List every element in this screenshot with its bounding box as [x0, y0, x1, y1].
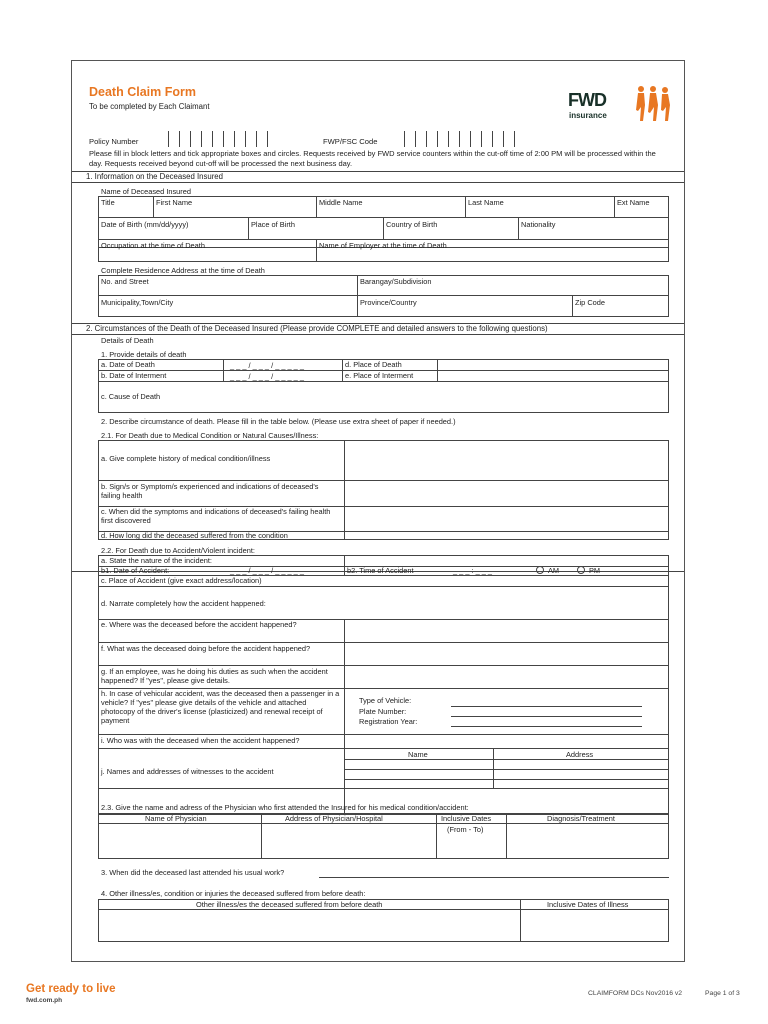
form-subtitle: To be completed by Each Claimant — [89, 102, 210, 111]
municipality-field[interactable]: Municipality,Town/City — [101, 298, 174, 307]
accident-vehicle-label: h. In case of vehicular accident, was the deceased then a passenger in a vehicle? If "yes" please give details of the vehicle and attached photocopy of the driver's license (plasticized) and renewal receipt of payment — [101, 689, 340, 725]
am-label: AM — [548, 566, 560, 575]
fwd-logo — [568, 85, 672, 125]
q4-label: 4. Other illness/es, condition or injuries the deceased suffered from before death: — [101, 889, 366, 898]
date-of-death-label: a. Date of Death — [101, 360, 155, 369]
pm-radio[interactable] — [577, 566, 585, 574]
employer-field[interactable]: Name of Employer at the time of Death — [319, 241, 447, 250]
ext-name-field[interactable]: Ext Name — [617, 198, 650, 207]
physician-name-header: Name of Physician — [145, 814, 207, 823]
physician-address-header: Address of Physician/Hospital — [285, 814, 383, 823]
accident-before-where-label: e. Where was the deceased before the accident happened? — [101, 620, 297, 629]
section2-header: 2. Circumstances of the Death of the Deceased Insured (Please provide COMPLETE and detailed answers to the following questions) — [72, 323, 684, 335]
logo-sub: insurance — [569, 111, 607, 120]
physician-diagnosis-header: Diagnosis/Treatment — [547, 814, 615, 823]
plate-number-label: Plate Number: — [359, 707, 407, 716]
name-heading: Name of Deceased Insured — [101, 187, 191, 196]
witness-address-header: Address — [566, 750, 594, 759]
pob-field[interactable]: Place of Birth — [251, 220, 295, 229]
details-heading: Details of Death — [101, 336, 154, 345]
barangay-field[interactable]: Barangay/Subdivision — [360, 277, 432, 286]
q22-label: 2.2. For Death due to Accident/Violent incident: — [101, 546, 255, 555]
logo-text: FWD — [568, 90, 606, 110]
date-of-interment-input[interactable]: _ _ _ / _ _ _ / _ _ _ _ _ — [230, 372, 304, 381]
dob-field[interactable]: Date of Birth (mm/dd/yyyy) — [101, 220, 189, 229]
place-of-interment-label: e. Place of Interment — [345, 371, 414, 380]
accident-companion-label: i. Who was with the deceased when the accident happened? — [101, 736, 300, 745]
first-name-field[interactable]: First Name — [156, 198, 193, 207]
q3-label: 3. When did the deceased last attended his usual work? — [101, 868, 285, 877]
q23-label: 2.3. Give the name and adress of the Physician who first attended the Insured for his medical condition/accident: — [101, 803, 469, 812]
form-code: CLAIMFORM DCs Nov2016 v2 — [588, 990, 683, 997]
last-work-line[interactable] — [319, 877, 669, 878]
medical-history-label: a. Give complete history of medical condition/illness — [101, 454, 271, 463]
symptoms-discovered-label: c. When did the symptoms and indications of deceased's failing health first discovered — [101, 507, 331, 525]
accident-nature-label: a. State the nature of the incident: — [101, 556, 212, 565]
witnesses-label: j. Names and addresses of witnesses to the accident — [101, 767, 274, 776]
middle-name-field[interactable]: Middle Name — [319, 198, 363, 207]
policy-number-label: Policy Number — [89, 137, 139, 146]
q2-label: 2. Describe circumstance of death. Please fill in the table below. (Please use extra sheet of paper if needed.) — [101, 417, 456, 426]
accident-date-label: b1. Date of Accident: — [101, 566, 170, 575]
province-field[interactable]: Province/Country — [360, 298, 417, 307]
date-of-interment-label: b. Date of Interment — [101, 371, 167, 380]
accident-place-label: c. Place of Accident (give exact address/location) — [101, 576, 262, 585]
accident-narrative-label: d. Narrate completely how the accident happened: — [101, 599, 266, 608]
symptoms-label: b. Sign/s or Symptom/s experienced and indications of deceased's failing health — [101, 482, 319, 500]
registration-year-label: Registration Year: — [359, 717, 418, 726]
accident-time-input[interactable]: _ _ _ : _ _ _ — [453, 566, 493, 575]
cause-of-death-label: c. Cause of Death — [101, 392, 161, 401]
vehicle-type-line[interactable] — [451, 706, 642, 707]
accident-before-doing-label: f. What was the deceased doing before the accident happened? — [101, 644, 311, 653]
form-title: Death Claim Form — [89, 85, 196, 99]
last-name-field[interactable]: Last Name — [468, 198, 504, 207]
zip-field[interactable]: Zip Code — [575, 298, 605, 307]
tagline: Get ready to live — [26, 983, 116, 995]
place-of-death-label: d. Place of Death — [345, 360, 402, 369]
pm-label: PM — [589, 566, 601, 575]
cob-field[interactable]: Country of Birth — [386, 220, 438, 229]
accident-employee-label: g. If an employee, was he doing his duties as such when the accident happened? If "yes", please give details. — [101, 667, 328, 685]
q1-label: 1. Provide details of death — [101, 350, 187, 359]
illness-col2-header: Inclusive Dates of Illness — [547, 900, 629, 909]
address-heading: Complete Residence Address at the time of Death — [101, 266, 265, 275]
fsc-code-boxes[interactable] — [404, 131, 515, 148]
title-field[interactable]: Title — [101, 198, 115, 207]
q21-label: 2.1. For Death due to Medical Condition or Natural Causes/Illness: — [101, 431, 319, 440]
policy-number-boxes[interactable] — [168, 131, 268, 148]
nationality-field[interactable]: Nationality — [521, 220, 556, 229]
occupation-field[interactable]: Occupation at the time of Death — [101, 241, 205, 250]
physician-dates-sub: (From - To) — [447, 825, 484, 834]
form-page — [71, 60, 685, 962]
street-field[interactable]: No. and Street — [101, 277, 149, 286]
runners-icon — [632, 85, 672, 123]
am-radio[interactable] — [536, 566, 544, 574]
date-of-death-input[interactable]: _ _ _ / _ _ _ / _ _ _ _ _ — [230, 361, 304, 370]
accident-time-label: b2. Time of Accident — [347, 566, 414, 575]
registration-year-line[interactable] — [451, 726, 642, 727]
illness-col1-header: Other illness/es the deceased suffered from before death — [196, 900, 383, 909]
duration-label: d. How long did the deceased suffered from the condition — [101, 531, 288, 540]
accident-date-input[interactable]: _ _ _ / _ _ _ / _ _ _ _ _ — [230, 566, 304, 575]
footer-url[interactable]: fwd.com.ph — [26, 997, 63, 1004]
section1-header: 1. Information on the Deceased Insured — [72, 171, 684, 183]
plate-number-line[interactable] — [451, 716, 642, 717]
vehicle-type-label: Type of Vehicle: — [359, 696, 412, 705]
fsc-code-label: FWP/FSC Code — [323, 137, 378, 146]
instructions: Please fill in block letters and tick appropriate boxes and circles. Requests received by FWD service counters within the cut-off time of 2:00 PM will be processed within the day. Requests received beyond cut-off will be processed the next business day. — [89, 149, 656, 168]
page-number: Page 1 of 3 — [705, 990, 740, 997]
witness-name-header: Name — [408, 750, 428, 759]
physician-dates-header: Inclusive Dates — [441, 814, 492, 823]
